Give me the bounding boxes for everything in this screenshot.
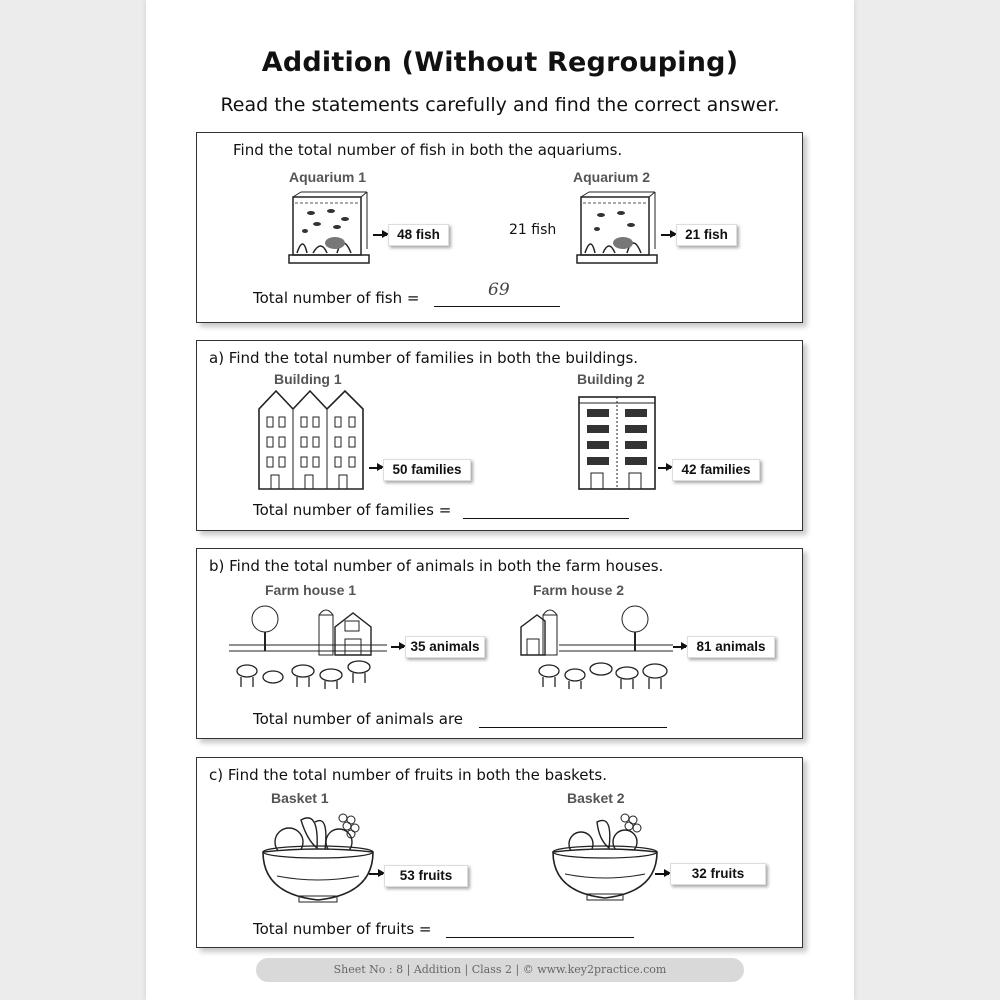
answer-line[interactable] (479, 727, 667, 728)
farm-house-2-value: 81 animals (687, 636, 775, 658)
instructions: Read the statements carefully and find the correct answer. (220, 94, 780, 116)
question-panel-a (196, 340, 803, 531)
page-title: Addition (Without Regrouping) (261, 47, 739, 78)
farm-house-1-label: Farm house 1 (265, 582, 357, 598)
arrow-icon (673, 646, 686, 648)
farm-icon (515, 601, 679, 691)
handwritten-answer: 69 (488, 280, 510, 300)
aquarium-icon (287, 191, 371, 265)
building-2-value: 42 families (672, 459, 760, 481)
fruit-basket-icon (549, 808, 661, 902)
basket-2-value: 32 fruits (670, 863, 766, 885)
aquarium-icon (575, 191, 659, 265)
aquarium-2-value: 21 fish (676, 224, 737, 246)
farm-icon (227, 601, 393, 691)
arrow-icon (655, 873, 669, 875)
arrow-icon (369, 467, 382, 469)
farm-house-1-value: 35 animals (405, 636, 485, 658)
basket-2-label: Basket 2 (567, 790, 625, 806)
total-label: Total number of fruits = (253, 920, 432, 938)
aquarium-2-loose-value: 21 fish (509, 222, 557, 238)
building-1-value: 50 families (383, 459, 471, 481)
total-label: Total number of fish = (253, 289, 420, 307)
total-label: Total number of families = (253, 501, 452, 519)
building-icon (577, 393, 657, 491)
answer-line[interactable] (463, 518, 629, 519)
question-text: c) Find the total number of fruits in both the baskets. (209, 766, 607, 784)
question-panel-c (196, 757, 803, 948)
question-panel-b (196, 548, 803, 739)
arrow-icon (369, 873, 383, 875)
building-2-label: Building 2 (577, 371, 645, 387)
basket-1-value: 53 fruits (384, 865, 468, 887)
aquarium-1-value: 48 fish (388, 224, 449, 246)
total-label: Total number of animals are (253, 710, 464, 728)
basket-1-label: Basket 1 (271, 790, 329, 806)
aquarium-2-label: Aquarium 2 (573, 169, 651, 185)
question-text: Find the total number of fish in both the aquariums. (233, 141, 623, 159)
question-text: a) Find the total number of families in both the buildings. (209, 349, 639, 367)
aquarium-1-label: Aquarium 1 (289, 169, 367, 185)
arrow-icon (373, 234, 387, 236)
question-text: b) Find the total number of animals in both the farm houses. (209, 557, 664, 575)
answer-line[interactable] (446, 937, 634, 938)
building-icon (257, 387, 367, 491)
question-panel-example (196, 132, 803, 323)
farm-house-2-label: Farm house 2 (533, 582, 625, 598)
answer-line[interactable] (434, 306, 560, 307)
arrow-icon (658, 467, 671, 469)
arrow-icon (391, 646, 404, 648)
arrow-icon (661, 234, 675, 236)
footer: Sheet No : 8 | Addition | Class 2 | © www.key2practice.com (256, 958, 744, 982)
fruit-basket-icon (259, 808, 377, 904)
building-1-label: Building 1 (274, 371, 342, 387)
